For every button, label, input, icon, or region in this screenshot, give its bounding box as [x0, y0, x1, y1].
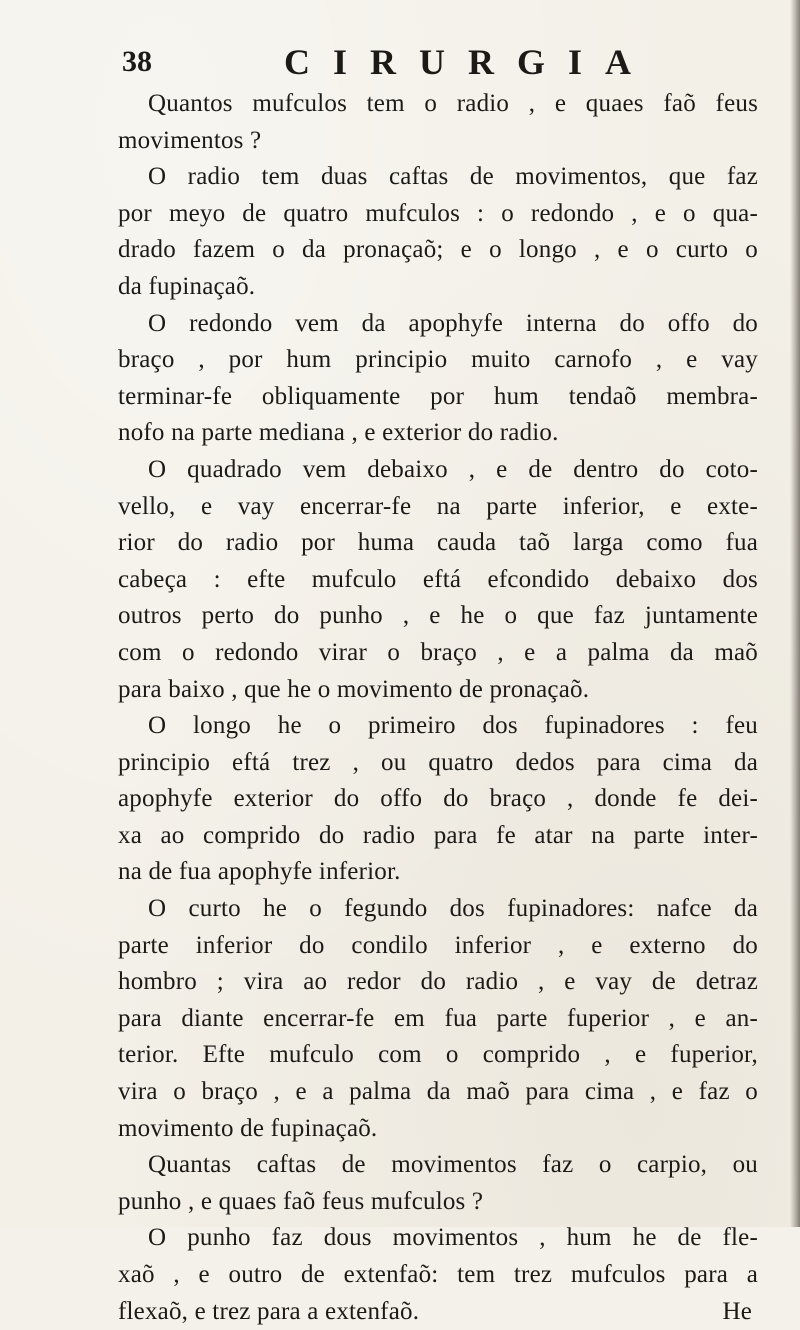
text-line: na de fua apophyfe inferior.: [118, 858, 401, 886]
text-line: Quantos mufculos tem o radio , e quaes faõ feus: [148, 90, 758, 117]
text-line: xaõ , e outro de extenfaõ: tem trez mufculos para a: [118, 1261, 758, 1288]
text-line: terminar-fe obliquamente por hum tendaõ membra-: [118, 382, 758, 410]
catchword: He: [722, 1297, 752, 1325]
text-line: O redondo vem da apophyfe interna do offo do: [148, 309, 758, 337]
page-edge-shadow: [790, 0, 800, 1227]
text-line: braço , por hum principio muito carnofo , e vay: [118, 346, 758, 374]
text-line: O longo he o primeiro dos fupinadores : feu: [148, 712, 758, 740]
page-header: [122, 40, 682, 84]
text-line: O punho faz dous movimentos , hum he de fle-: [148, 1224, 758, 1252]
text-line: punho , e quaes faõ feus mufculos ?: [118, 1187, 484, 1215]
text-line: vira o braço , e a palma da maõ para cima , e faz o: [118, 1078, 758, 1106]
text-line: vello, e vay encerrar-fe na parte inferior, e exte-: [118, 492, 758, 520]
page-number: 38: [122, 45, 152, 78]
final-line: [118, 1294, 758, 1330]
text-line: para baixo , que he o movimento de pronaçaõ.: [118, 675, 590, 703]
text-line: da fupinaçaõ.: [118, 272, 256, 300]
text-line: parte inferior do condilo inferior , e externo do: [118, 931, 758, 959]
text-line: rior do radio por huma cauda taõ larga como fua: [118, 529, 758, 557]
text-line: com o redondo virar o braço , e a palma da maõ: [118, 638, 758, 666]
text-line: Quantas caftas de movimentos faz o carpio, ou: [148, 1151, 758, 1179]
final-line-text: flexaõ, e trez para a extenfaõ.: [118, 1297, 420, 1325]
running-head: CIRURGIA: [284, 42, 655, 82]
text-line: principio eftá trez , ou quatro dedos para cima da: [118, 748, 758, 776]
body-text: [118, 86, 758, 1330]
text-line: O radio tem duas caftas de movimentos, que faz: [148, 163, 758, 191]
text-line: movimento de fupinaçaõ.: [118, 1114, 378, 1142]
text-line: hombro ; vira ao redor do radio , e vay de detraz: [118, 968, 758, 996]
text-line: para diante encerrar-fe em fua parte fuperior , e an-: [118, 1004, 758, 1032]
text-line: apophyfe exterior do offo do braço , donde fe dei-: [118, 785, 758, 813]
text-line: O quadrado vem debaixo , e de dentro do coto-: [148, 455, 758, 483]
text-line: O curto he o fegundo dos fupinadores: nafce da: [148, 895, 758, 923]
text-line: cabeça : efte mufculo eftá efcondido debaixo dos: [118, 565, 758, 593]
text-line: outros perto do punho , e he o que faz juntamente: [118, 602, 758, 630]
text-line: movimentos ?: [118, 126, 262, 154]
text-line: xa ao comprido do radio para fe atar na parte inter-: [118, 821, 758, 849]
text-line: nofo na parte mediana , e exterior do radio.: [118, 419, 559, 447]
text-line: drado fazem o da pronaçaõ; e o longo , e o curto o: [118, 236, 758, 264]
text-line: terior. Efte mufculo com o comprido , e fuperior,: [118, 1041, 758, 1069]
text-line: por meyo de quatro mufculos : o redondo , e o qua-: [118, 199, 758, 227]
